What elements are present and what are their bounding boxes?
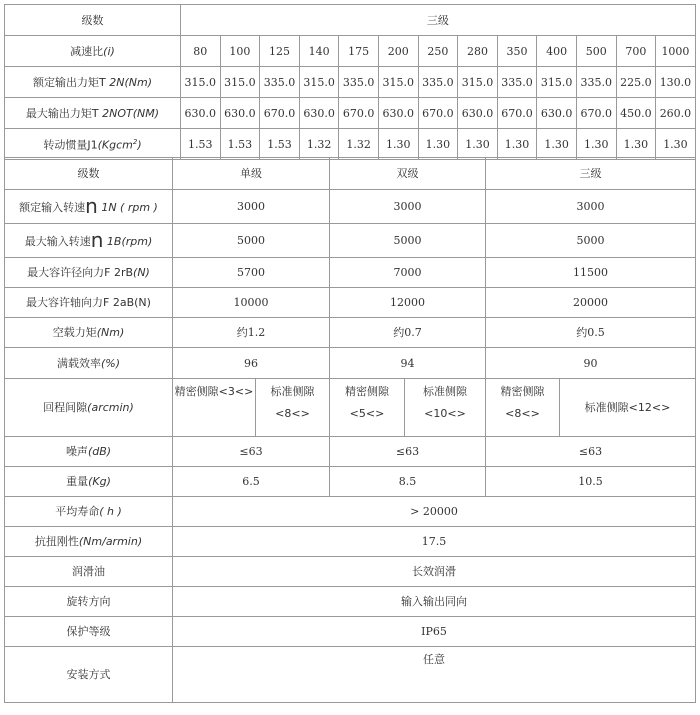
backlash-label-text: 回程间隙 (43, 401, 88, 414)
life-label (5, 497, 173, 527)
rated-torque-cell: 335.0 (497, 67, 537, 98)
backlash-single-precision (173, 379, 256, 437)
ratio-cell: 140 (299, 36, 339, 67)
weight-double: 8.5 (330, 467, 486, 497)
efficiency-double: 94 (330, 348, 486, 379)
inertia-cell: 1.32 (299, 129, 339, 160)
table-row (5, 36, 696, 67)
inertia-cell: 1.53 (220, 129, 260, 160)
rated-torque-cell: 315.0 (299, 67, 339, 98)
rated-torque-cell: 335.0 (418, 67, 458, 98)
no-load-torque-triple: 约0.5 (486, 318, 696, 348)
max-speed-label-text: 最大输入转速 (24, 234, 91, 248)
rated-speed-double: 3000 (330, 190, 486, 224)
backlash-line: 精密侧隙 (500, 385, 545, 398)
ratio-cell: 175 (339, 36, 379, 67)
inertia-unit: (Kgcm (97, 138, 133, 152)
backlash-line: <10<> (424, 407, 466, 420)
rated-torque-label-text: 额定输出力矩T (33, 75, 106, 89)
radial-force-unit: (N) (133, 266, 150, 279)
backlash-double-precision (330, 379, 405, 437)
rated-torque-cell: 315.0 (181, 67, 221, 98)
lubricant-label: 润滑油 (5, 557, 173, 587)
rated-torque-cell: 315.0 (537, 67, 577, 98)
max-torque-cell: 670.0 (576, 98, 616, 129)
max-torque-cell: 260.0 (656, 98, 696, 129)
max-speed-label (5, 224, 173, 258)
backlash-double-standard (405, 379, 486, 437)
backlash-label (5, 379, 173, 437)
inertia-label-text: 转动惯量J1 (43, 138, 98, 152)
stage-header-value: 三级 (181, 5, 696, 36)
table-row (5, 647, 696, 703)
table-row (5, 497, 696, 527)
table-row (5, 224, 696, 258)
no-load-torque-unit: (Nm) (96, 326, 125, 339)
max-torque-cell: 670.0 (339, 98, 379, 129)
ratio-cell: 125 (260, 36, 300, 67)
life-unit: ( h ) (99, 505, 122, 518)
rated-torque-cell: 335.0 (260, 67, 300, 98)
rated-torque-cell: 315.0 (220, 67, 260, 98)
inertia-cell: 1.30 (576, 129, 616, 160)
table-row (5, 467, 696, 497)
ratio-cell: 280 (458, 36, 498, 67)
stage-triple-header: 三级 (486, 158, 696, 190)
inertia-cell: 1.53 (181, 129, 221, 160)
max-torque-cell: 670.0 (497, 98, 537, 129)
ratio-cell: 100 (220, 36, 260, 67)
noise-label (5, 437, 173, 467)
rated-torque-unit: 2N(Nm) (109, 75, 152, 89)
rated-speed-n: n (85, 193, 98, 218)
rated-speed-single: 3000 (173, 190, 330, 224)
max-speed-single: 5000 (173, 224, 330, 258)
backlash-line: 精密侧隙 (345, 385, 389, 398)
table-row (5, 527, 696, 557)
efficiency-label (5, 348, 173, 379)
backlash-triple-standard (560, 379, 696, 437)
table-row (5, 288, 696, 318)
ratio-cell: 400 (537, 36, 577, 67)
life-label-text: 平均寿命 (55, 505, 100, 518)
ratio-cell: 700 (616, 36, 656, 67)
max-torque-label-text: 最大输出力矩T (25, 106, 99, 120)
backlash-line: 精密侧隙<3<> (174, 385, 254, 398)
table-row (5, 98, 696, 129)
max-speed-unit: 1B(rpm) (106, 234, 153, 248)
backlash-line: 标准侧隙<12<> (584, 401, 671, 414)
rigidity-label (5, 527, 173, 557)
lubricant-value: 长效润滑 (173, 557, 696, 587)
inertia-label (5, 129, 181, 160)
stages-header-label: 级数 (5, 158, 173, 190)
radial-force-triple: 11500 (486, 258, 696, 288)
table-row (5, 190, 696, 224)
efficiency-triple: 90 (486, 348, 696, 379)
stage-double-header: 双级 (330, 158, 486, 190)
rigidity-label-text: 抗扭刚性 (34, 535, 79, 548)
table-row (5, 379, 696, 437)
rated-speed-label (5, 190, 173, 224)
max-torque-unit: 2NOT(NM) (102, 106, 160, 120)
radial-force-label (5, 258, 173, 288)
efficiency-unit: (%) (100, 356, 121, 370)
max-torque-label (5, 98, 181, 129)
no-load-torque-single: 约1.2 (173, 318, 330, 348)
table-row (5, 348, 696, 379)
max-torque-cell: 450.0 (616, 98, 656, 129)
max-torque-cell: 630.0 (378, 98, 418, 129)
backlash-unit: (arcmin) (87, 401, 134, 414)
weight-triple: 10.5 (486, 467, 696, 497)
noise-label-text: 噪声 (65, 445, 88, 458)
table-row (5, 129, 696, 160)
stage-header-label: 级数 (5, 5, 181, 36)
max-speed-n: n (90, 227, 104, 252)
noise-unit: (dB) (87, 445, 112, 458)
max-torque-cell: 630.0 (537, 98, 577, 129)
inertia-cell: 1.30 (418, 129, 458, 160)
table-row (5, 5, 696, 36)
inertia-unit-sup: 2 (132, 138, 138, 147)
rated-torque-cell: 130.0 (656, 67, 696, 98)
axial-force-double: 12000 (330, 288, 486, 318)
ratio-cell: 1000 (656, 36, 696, 67)
inertia-unit-end: ) (137, 138, 142, 152)
noise-double: ≤63 (330, 437, 486, 467)
rated-torque-cell: 335.0 (339, 67, 379, 98)
weight-unit: (Kg) (88, 475, 111, 488)
max-torque-cell: 630.0 (181, 98, 221, 129)
inertia-cell: 1.32 (339, 129, 379, 160)
table-row (5, 158, 696, 190)
spec-table-ratios (4, 4, 696, 160)
table-row (5, 318, 696, 348)
mounting-value: 任意 (173, 647, 696, 703)
efficiency-label-text: 满载效率 (56, 356, 101, 370)
backlash-line: <8<> (505, 407, 540, 420)
table-row (5, 617, 696, 647)
rated-torque-cell: 315.0 (458, 67, 498, 98)
table-row (5, 67, 696, 98)
efficiency-single: 96 (173, 348, 330, 379)
backlash-line: 标准侧隙 (423, 385, 467, 398)
rigidity-unit: (Nm/armin) (78, 535, 143, 548)
axial-force-single: 10000 (173, 288, 330, 318)
max-torque-cell: 670.0 (418, 98, 458, 129)
axial-force-triple: 20000 (486, 288, 696, 318)
no-load-torque-label (5, 318, 173, 348)
ratio-cell: 350 (497, 36, 537, 67)
max-speed-triple: 5000 (486, 224, 696, 258)
ratio-cell: 250 (418, 36, 458, 67)
rated-torque-label (5, 67, 181, 98)
rotation-value: 输入输出同向 (173, 587, 696, 617)
weight-label (5, 467, 173, 497)
table-row (5, 557, 696, 587)
inertia-cell: 1.30 (616, 129, 656, 160)
backlash-line: <8<> (275, 407, 310, 420)
radial-force-label-text: 最大容许径向力F 2rB (27, 266, 134, 279)
weight-label-text: 重量 (66, 475, 89, 488)
max-torque-cell: 630.0 (458, 98, 498, 129)
inertia-cell: 1.53 (260, 129, 300, 160)
rated-torque-cell: 225.0 (616, 67, 656, 98)
max-speed-double: 5000 (330, 224, 486, 258)
inertia-cell: 1.30 (537, 129, 577, 160)
inertia-cell: 1.30 (458, 129, 498, 160)
table-row (5, 258, 696, 288)
ratio-label (5, 36, 181, 67)
mounting-label: 安装方式 (5, 647, 173, 703)
no-load-torque-label-text: 空载力矩 (52, 326, 97, 339)
rigidity-value: 17.5 (173, 527, 696, 557)
spec-table-stages (4, 157, 696, 703)
rated-speed-unit: 1N ( rpm ) (101, 200, 158, 214)
table-row (5, 437, 696, 467)
ratio-label-text: 减速比 (70, 44, 104, 58)
rated-torque-cell: 315.0 (378, 67, 418, 98)
no-load-torque-double: 约0.7 (330, 318, 486, 348)
inertia-cell: 1.30 (497, 129, 537, 160)
rated-torque-cell: 335.0 (576, 67, 616, 98)
max-torque-cell: 630.0 (299, 98, 339, 129)
inertia-cell: 1.30 (656, 129, 696, 160)
noise-triple: ≤63 (486, 437, 696, 467)
max-torque-cell: 630.0 (220, 98, 260, 129)
ratio-cell: 200 (378, 36, 418, 67)
protection-value: IP65 (173, 617, 696, 647)
noise-single: ≤63 (173, 437, 330, 467)
radial-force-double: 7000 (330, 258, 486, 288)
ratio-cell: 500 (576, 36, 616, 67)
axial-force-label: 最大容许轴向力F 2aB(N) (5, 288, 173, 318)
max-torque-cell: 670.0 (260, 98, 300, 129)
inertia-cell: 1.30 (378, 129, 418, 160)
ratio-unit: (i) (103, 44, 115, 58)
table-row (5, 587, 696, 617)
rotation-label: 旋转方向 (5, 587, 173, 617)
life-value: > 20000 (173, 497, 696, 527)
rated-speed-triple: 3000 (486, 190, 696, 224)
ratio-cell: 80 (181, 36, 221, 67)
weight-single: 6.5 (173, 467, 330, 497)
backlash-line: <5<> (349, 407, 385, 420)
backlash-triple-precision (486, 379, 560, 437)
protection-label: 保护等级 (5, 617, 173, 647)
radial-force-single: 5700 (173, 258, 330, 288)
backlash-line: 标准侧隙 (270, 385, 315, 398)
stage-single-header: 单级 (173, 158, 330, 190)
rated-speed-label-text: 额定输入转速 (19, 200, 86, 214)
backlash-single-standard (256, 379, 330, 437)
